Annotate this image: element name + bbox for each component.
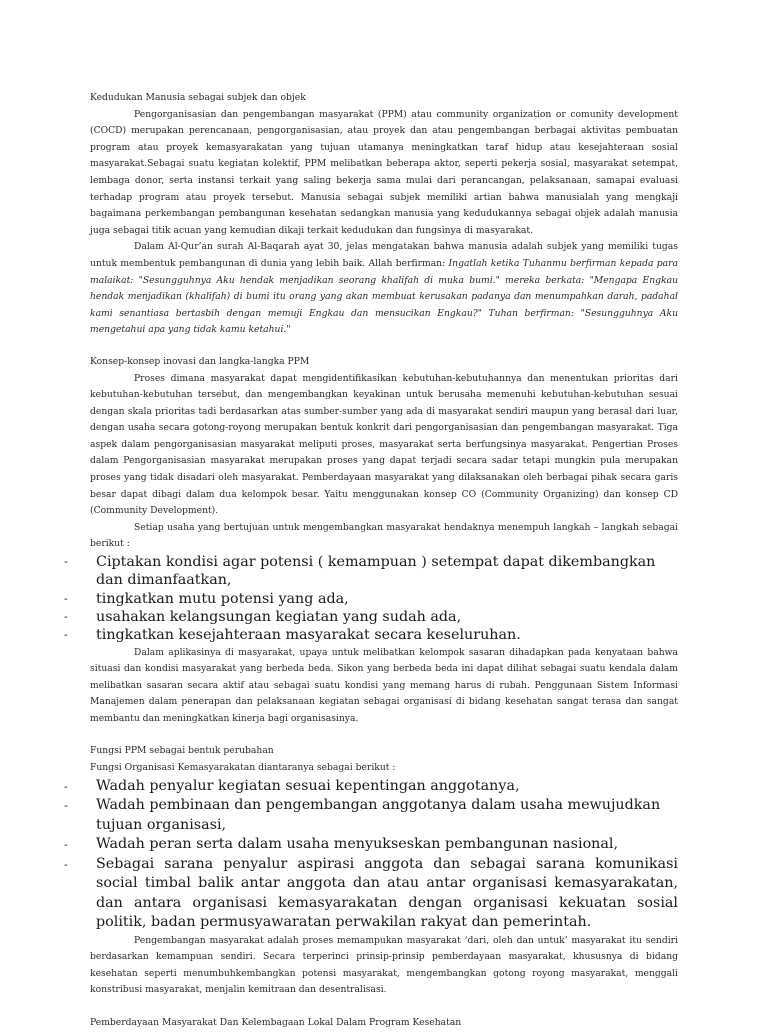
list-item: - Wadah peran serta dalam usaha menyukseskan pembangunan nasional, <box>90 835 678 855</box>
quran-quote: Ingatlah ketika Tuhanmu berfirman kepada para malaikat: "Sesungguhnya Aku hendak menjadikan seorang khalifah di muka bumi." mereka berkata: "Mengapa Engkau hendak menjadikan (khalifah) di bumi itu orang yang akan membuat kerusakan padanya dan menumpahkan darah, padahal kami senantiasa bertasbih dengan memuji Engkau dan mensucikan Engkau?" Tuhan berfirman: "Sesungguhnya Aku mengetahui apa yang tidak kamu ketahui." <box>90 257 678 336</box>
list-item: - tingkatkan kesejahteraan masyarakat secara keseluruhan. <box>64 627 521 644</box>
paragraph-aplikasi: Dalam aplikasinya di masyarakat, upaya untuk melibatkan kelompok sasaran dihadapkan pada kenyataan bahwa situasi dan kondisi masyarakat yang berbeda beda. Sikon yang berbeda beda ini dapat dilihat sebagai suatu kendala dalam melibatkan sasaran secara aktif atau sebagai suatu kondisi yang memang harus di rubah. Penggunaan Sistem Informasi Manajemen dalam penerapan dan pelaksanaan kegiatan sebagai organisasi di bidang kesehatan sangat terasa dan sangat membantu dan meningkatkan kinerja bagi organisasinya. <box>90 646 678 724</box>
list-fungsi <box>64 777 678 933</box>
list-item: - Wadah pembinaan dan pengembangan anggotanya dalam usaha mewujudkan tujuan organisasi, <box>64 797 661 833</box>
paragraph-fungsi-intro: Fungsi Organisasi Kemasyarakatan diantaranya sebagai berikut : <box>90 762 396 774</box>
heading-kedudukan: Kedudukan Manusia sebagai subjek dan objek <box>90 92 306 103</box>
heading-konsep: Konsep-konsep inovasi dan langka-langka PPM <box>90 355 310 367</box>
heading-fungsi: Fungsi PPM sebagai bentuk perubahan <box>90 745 274 757</box>
list-item: - tingkatkan mutu potensi yang ada, <box>64 590 349 607</box>
paragraph-al-quran <box>90 239 678 339</box>
paragraph-al-quran-text: Dalam Al-Qur’an surah Al-Baqarah ayat 30, jelas mengatakan bahwa manusia adalah subjek yang memiliki tugas untuk membentuk pembangunan di dunia yang lebih baik. Allah berfirman: <box>90 241 678 269</box>
list-item: - usahakan kelangsungan kegiatan yang sudah ada, <box>64 608 462 625</box>
list-langkah <box>64 553 678 644</box>
list-item: - Sebagai sarana penyalur aspirasi anggota dan sebagai sarana komunikasi social timbal balik antar anggota dan atau antar organisasi kemasyarakatan, dan antara organisasi kemasyarakatan dengan organisasi kekuatan sosial politik, badan permusyawaratan perwakilan rakyat dan pemerintah. <box>64 855 678 931</box>
heading-pemberdayaan: Pemberdayaan Masyarakat Dan Kelembagaan Lokal Dalam Program Kesehatan <box>90 1017 462 1029</box>
paragraph-pengembangan: Pengembangan masyarakat adalah proses memampukan masyarakat ‘dari, oleh dan untuk’ masyarakat itu sendiri berdasarkan kemampuan sendiri. Secara terperinci prinsip-prinsip pemberdayaan masyarakat, khususnya di bidang kesehatan seperti menumbuhkembangkan potensi masyarakat, mengembangkan gotong royong masyarakat, menggali konstribusi masyarakat, menjalin kemitraan dan desentralisasi. <box>90 934 678 996</box>
paragraph-langkah-intro: Setiap usaha yang bertujuan untuk mengembangkan masyarakat hendaknya menempuh langkah – langkah sebagai berikut : <box>90 521 678 550</box>
list-item: - Ciptakan kondisi agar potensi ( kemampuan ) setempat dapat dikembangkan dan dimanfaatkan, <box>64 554 656 589</box>
document-page <box>64 90 678 1032</box>
dash-bullet: - <box>64 779 68 793</box>
paragraph-ppm-definition: Pengorganisasian dan pengembangan masyarakat (PPM) atau community organization or comunity development (COCD) merupakan perencanaan, pengorganisasian, atau proyek dan atau pengembangan berbagai aktivitas pembuatan program atau proyek kemasyarakatan yang tujuan utamanya meningkatkan taraf hidup atau kesejahteraan sosial masyarakat.Sebagai suatu kegiatan kolektif, PPM melibatkan beberapa aktor, seperti pekerja sosial, masyarakat setempat, lembaga donor, serta instansi terkait yang saling bekerja sama mulai dari perancangan, pelaksanaan, samapai evaluasi terhadap program atau proyek tersebut. Manusia sebagai subjek memiliki artian bahwa manusialah yang mengkaji bagaimana perkembangan pembangunan kesehatan sedangkan manusia yang kedudukannya sebagai objek adalah manusia juga sebagai titik acuan yang kemudian dikaji terkait kedudukan dan fungsinya di masyarakat. <box>90 108 678 236</box>
dash-bullet: - <box>64 555 68 569</box>
paragraph-proses: Proses dimana masyarakat dapat mengidentifikasikan kebutuhan-kebutuhannya dan menentukan prioritas dari kebutuhan-kebutuhan tersebut, dan mengembangkan keyakinan untuk berusaha memenuhi kebutuhan-kebutuhan sesuai dengan skala prioritas tadi berdasarkan atas sumber-sumber yang ada di masyarakat sendiri maupun yang berasal dari luar, dengan usaha secara gotong-royong merupakan bentuk konkrit dari pengorganisasian dan pengembangan masyarakat. Tiga aspek dalam pengorganisasian masyarakat meliputi proses, masyarakat serta berfungsinya masyarakat. Pengertian Proses dalam Pengorganisasian masyarakat merupakan proses yang dapat terjadi secara sadar tetapi mungkin pula merupakan proses yang tidak disadari oleh masyarakat. Pemberdayaan masyarakat yang dilaksanakan oleh berbagai pihak secara garis besar dapat dibagi dalam dua kelompok besar. Yaitu menggunakan konsep CO (Community Organizing) dan konsep CD (Community Development). <box>90 372 678 517</box>
dash-bullet: - <box>64 591 68 605</box>
dash-bullet: - <box>64 799 68 813</box>
dash-bullet: - <box>64 609 68 623</box>
list-item: - Wadah penyalur kegiatan sesuai kepentingan anggotanya, <box>90 777 678 797</box>
dash-bullet: - <box>64 857 68 871</box>
dash-bullet: - <box>64 628 68 642</box>
dash-bullet: - <box>64 838 68 852</box>
